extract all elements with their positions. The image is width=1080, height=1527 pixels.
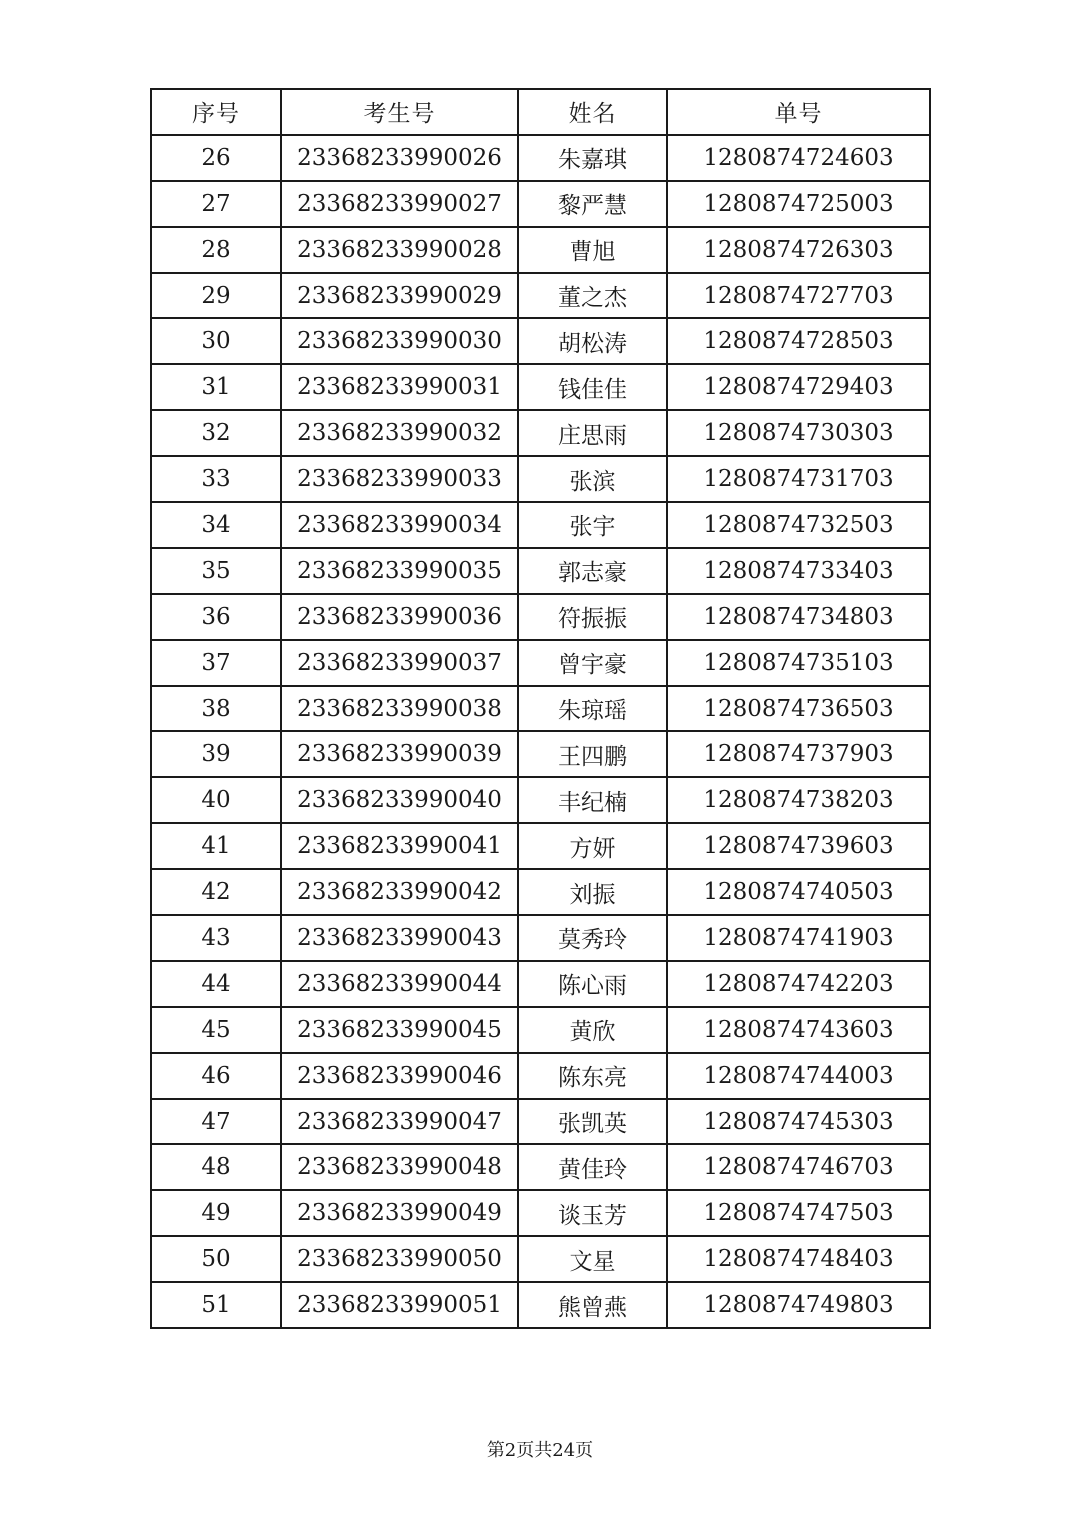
cell-name: 莫秀玲 [518, 915, 667, 961]
cell-name: 方妍 [518, 823, 667, 869]
cell-tracking-number: 1280874737903 [667, 731, 930, 777]
cell-tracking-number: 1280874744003 [667, 1053, 930, 1099]
cell-name: 丰纪楠 [518, 777, 667, 823]
table-row [151, 456, 930, 502]
cell-index: 49 [151, 1190, 281, 1236]
table-row [151, 1236, 930, 1282]
cell-tracking-number: 1280874739603 [667, 823, 930, 869]
cell-name: 张凯英 [518, 1099, 667, 1145]
cell-name: 陈心雨 [518, 961, 667, 1007]
table-row [151, 318, 930, 364]
cell-index: 37 [151, 640, 281, 686]
cell-index: 46 [151, 1053, 281, 1099]
cell-name: 黄欣 [518, 1007, 667, 1053]
cell-tracking-number: 1280874748403 [667, 1236, 930, 1282]
cell-name: 胡松涛 [518, 318, 667, 364]
cell-tracking-number: 1280874742203 [667, 961, 930, 1007]
table-row [151, 731, 930, 777]
cell-name: 王四鹏 [518, 731, 667, 777]
cell-name: 庄思雨 [518, 410, 667, 456]
cell-tracking-number: 1280874743603 [667, 1007, 930, 1053]
cell-index: 34 [151, 502, 281, 548]
cell-exam-number: 23368233990045 [281, 1007, 518, 1053]
header-exam-number: 考生号 [281, 89, 518, 135]
table-row [151, 135, 930, 181]
cell-tracking-number: 1280874725003 [667, 181, 930, 227]
table-row [151, 594, 930, 640]
cell-exam-number: 23368233990036 [281, 594, 518, 640]
cell-name: 陈东亮 [518, 1053, 667, 1099]
cell-exam-number: 23368233990042 [281, 869, 518, 915]
header-name: 姓名 [518, 89, 667, 135]
table-row [151, 686, 930, 732]
table-row [151, 1007, 930, 1053]
cell-tracking-number: 1280874740503 [667, 869, 930, 915]
cell-exam-number: 23368233990034 [281, 502, 518, 548]
table-row [151, 548, 930, 594]
cell-name: 朱嘉琪 [518, 135, 667, 181]
table-row [151, 1282, 930, 1328]
cell-index: 42 [151, 869, 281, 915]
header-index: 序号 [151, 89, 281, 135]
cell-name: 董之杰 [518, 273, 667, 319]
cell-exam-number: 23368233990032 [281, 410, 518, 456]
cell-exam-number: 23368233990047 [281, 1099, 518, 1145]
cell-index: 30 [151, 318, 281, 364]
cell-name: 曹旭 [518, 227, 667, 273]
cell-name: 郭志豪 [518, 548, 667, 594]
cell-exam-number: 23368233990049 [281, 1190, 518, 1236]
cell-index: 41 [151, 823, 281, 869]
cell-index: 44 [151, 961, 281, 1007]
cell-tracking-number: 1280874747503 [667, 1190, 930, 1236]
table-row [151, 777, 930, 823]
cell-index: 48 [151, 1144, 281, 1190]
cell-exam-number: 23368233990038 [281, 686, 518, 732]
cell-exam-number: 23368233990029 [281, 273, 518, 319]
table-header-row [151, 89, 930, 135]
cell-index: 28 [151, 227, 281, 273]
cell-index: 39 [151, 731, 281, 777]
table-row [151, 1099, 930, 1145]
cell-index: 36 [151, 594, 281, 640]
cell-exam-number: 23368233990044 [281, 961, 518, 1007]
cell-tracking-number: 1280874727703 [667, 273, 930, 319]
cell-tracking-number: 1280874749803 [667, 1282, 930, 1328]
cell-exam-number: 23368233990035 [281, 548, 518, 594]
cell-name: 张宇 [518, 502, 667, 548]
cell-index: 31 [151, 364, 281, 410]
cell-tracking-number: 1280874746703 [667, 1144, 930, 1190]
cell-tracking-number: 1280874731703 [667, 456, 930, 502]
cell-index: 47 [151, 1099, 281, 1145]
cell-exam-number: 23368233990033 [281, 456, 518, 502]
table-row [151, 273, 930, 319]
table-row [151, 961, 930, 1007]
table-row [151, 502, 930, 548]
cell-name: 熊曾燕 [518, 1282, 667, 1328]
table-row [151, 869, 930, 915]
cell-name: 张滨 [518, 456, 667, 502]
cell-index: 50 [151, 1236, 281, 1282]
cell-exam-number: 23368233990040 [281, 777, 518, 823]
cell-name: 文星 [518, 1236, 667, 1282]
cell-index: 43 [151, 915, 281, 961]
header-tracking-number: 单号 [667, 89, 930, 135]
cell-exam-number: 23368233990046 [281, 1053, 518, 1099]
cell-index: 27 [151, 181, 281, 227]
cell-exam-number: 23368233990039 [281, 731, 518, 777]
cell-tracking-number: 1280874728503 [667, 318, 930, 364]
cell-index: 33 [151, 456, 281, 502]
cell-exam-number: 23368233990041 [281, 823, 518, 869]
table-row [151, 181, 930, 227]
cell-tracking-number: 1280874734803 [667, 594, 930, 640]
table-row [151, 1144, 930, 1190]
page-footer: 第2页共24页 [486, 1440, 594, 1461]
cell-name: 朱琼瑶 [518, 686, 667, 732]
cell-exam-number: 23368233990027 [281, 181, 518, 227]
table-row [151, 915, 930, 961]
cell-exam-number: 23368233990028 [281, 227, 518, 273]
table-row [151, 640, 930, 686]
table-row [151, 1190, 930, 1236]
cell-name: 钱佳佳 [518, 364, 667, 410]
cell-tracking-number: 1280874738203 [667, 777, 930, 823]
cell-tracking-number: 1280874735103 [667, 640, 930, 686]
cell-index: 32 [151, 410, 281, 456]
cell-exam-number: 23368233990043 [281, 915, 518, 961]
cell-index: 26 [151, 135, 281, 181]
cell-name: 刘振 [518, 869, 667, 915]
table-row [151, 364, 930, 410]
cell-name: 曾宇豪 [518, 640, 667, 686]
table-row [151, 823, 930, 869]
cell-tracking-number: 1280874729403 [667, 364, 930, 410]
cell-index: 40 [151, 777, 281, 823]
cell-exam-number: 23368233990037 [281, 640, 518, 686]
cell-exam-number: 23368233990048 [281, 1144, 518, 1190]
cell-exam-number: 23368233990051 [281, 1282, 518, 1328]
cell-exam-number: 23368233990050 [281, 1236, 518, 1282]
cell-name: 黎严慧 [518, 181, 667, 227]
cell-tracking-number: 1280874736503 [667, 686, 930, 732]
cell-name: 谈玉芳 [518, 1190, 667, 1236]
cell-tracking-number: 1280874730303 [667, 410, 930, 456]
table-row [151, 410, 930, 456]
cell-tracking-number: 1280874726303 [667, 227, 930, 273]
cell-tracking-number: 1280874745303 [667, 1099, 930, 1145]
cell-name: 符振振 [518, 594, 667, 640]
cell-tracking-number: 1280874732503 [667, 502, 930, 548]
cell-exam-number: 23368233990030 [281, 318, 518, 364]
cell-name: 黄佳玲 [518, 1144, 667, 1190]
table-row [151, 227, 930, 273]
cell-index: 29 [151, 273, 281, 319]
cell-tracking-number: 1280874724603 [667, 135, 930, 181]
cell-index: 38 [151, 686, 281, 732]
cell-index: 45 [151, 1007, 281, 1053]
table-row [151, 1053, 930, 1099]
cell-exam-number: 23368233990026 [281, 135, 518, 181]
roster-table [150, 88, 931, 1329]
cell-tracking-number: 1280874741903 [667, 915, 930, 961]
cell-index: 35 [151, 548, 281, 594]
cell-index: 51 [151, 1282, 281, 1328]
cell-exam-number: 23368233990031 [281, 364, 518, 410]
cell-tracking-number: 1280874733403 [667, 548, 930, 594]
table-body [151, 135, 930, 1328]
